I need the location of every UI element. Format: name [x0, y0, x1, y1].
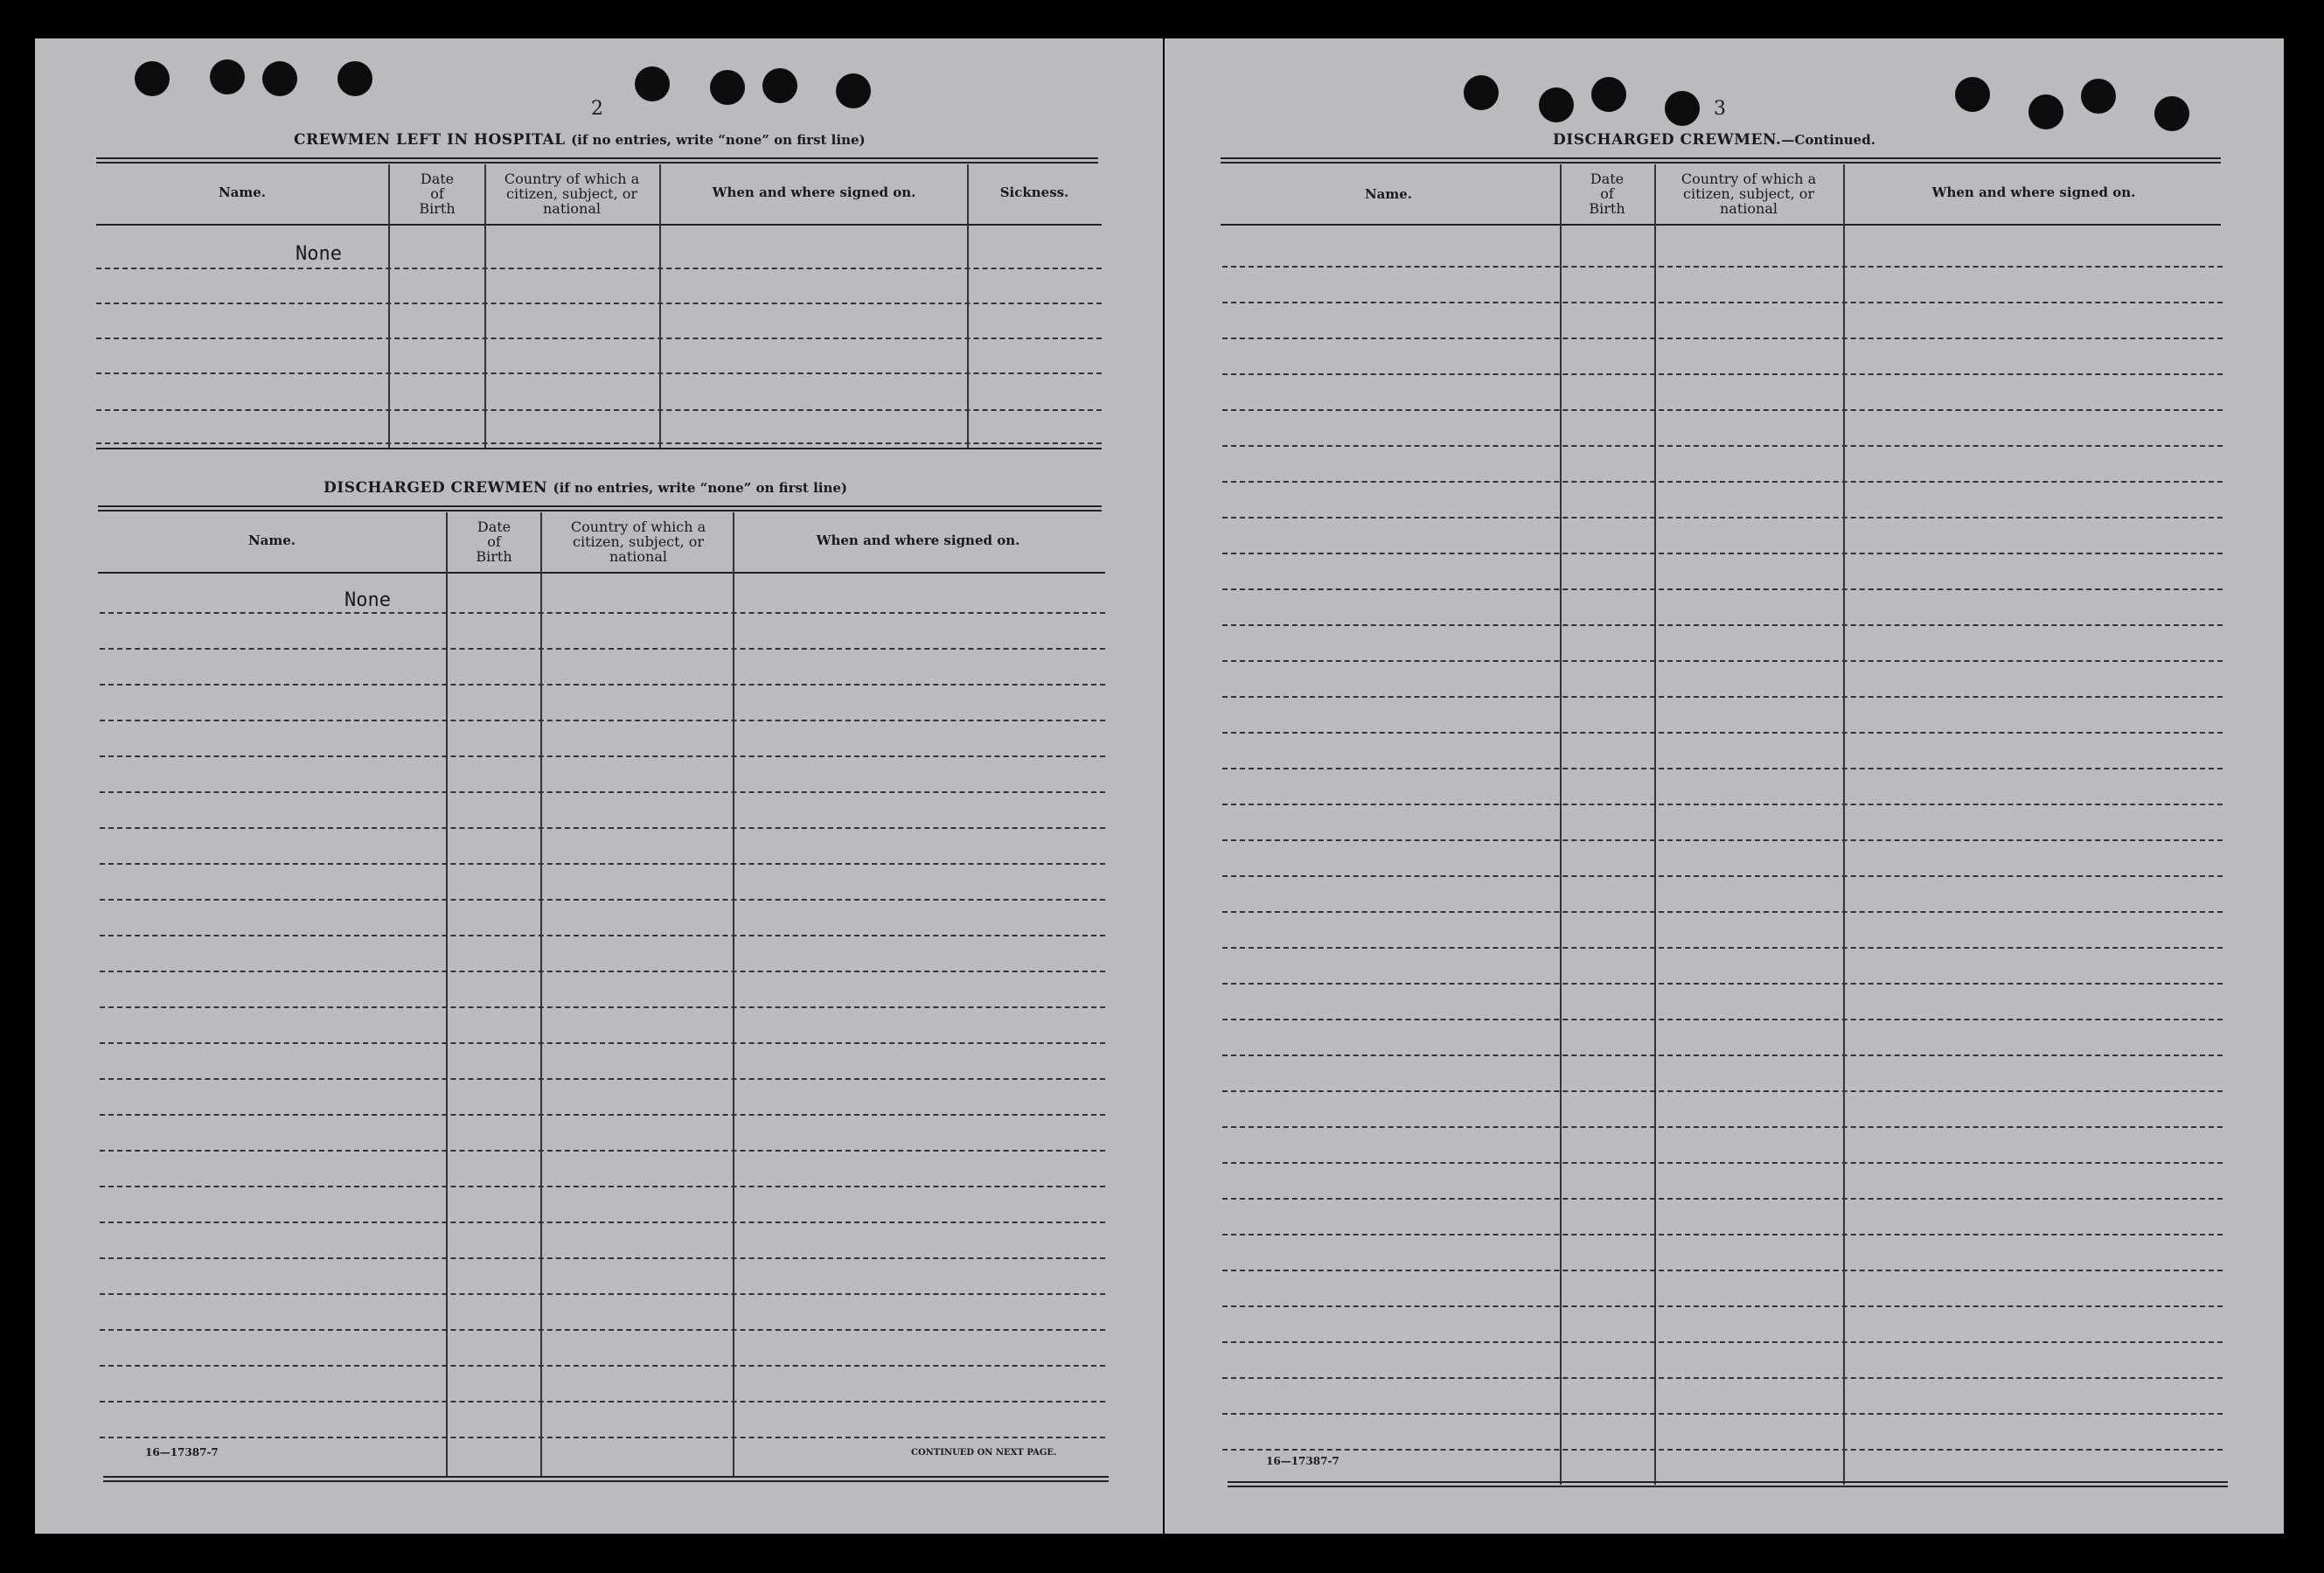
- right-header-rule: [1221, 224, 2221, 226]
- row-line: [1222, 1449, 2223, 1451]
- row-line: [100, 1257, 1105, 1259]
- row-line: [100, 1042, 1105, 1044]
- row-line: [100, 1329, 1105, 1331]
- right-page: [1165, 38, 2284, 1534]
- hospital-col-dob: Date of Birth: [419, 171, 456, 217]
- row-line: [1222, 409, 2223, 411]
- punch-hole: [2081, 79, 2116, 114]
- row-line: [1222, 1234, 2223, 1235]
- row-line: [1222, 1090, 2223, 1092]
- punch-hole: [337, 61, 372, 96]
- punch-hole: [210, 59, 245, 94]
- row-line: [1222, 1413, 2223, 1415]
- row-line: [100, 971, 1105, 972]
- discharged-col-name: Name.: [247, 532, 296, 548]
- hospital-top-rule: [96, 157, 1098, 164]
- discharged-col-divider: [446, 512, 448, 1476]
- row-line: [1222, 911, 2223, 913]
- form-number: 16—17387-7: [1266, 1455, 1339, 1467]
- row-line: [100, 1186, 1105, 1187]
- right-col-signed: When and where signed on.: [1931, 184, 2136, 200]
- row-line: [100, 684, 1105, 686]
- form-number: 16—17387-7: [145, 1446, 219, 1458]
- discharged-header-rule: [98, 572, 1105, 574]
- row-line: [100, 1293, 1105, 1295]
- row-line: [1222, 266, 2223, 268]
- punch-hole: [1665, 91, 1700, 126]
- row-line: [1222, 1270, 2223, 1271]
- punch-hole: [710, 70, 745, 105]
- row-line: [1222, 1198, 2223, 1200]
- row-line: [1222, 1126, 2223, 1128]
- row-line: [1222, 338, 2223, 339]
- row-line: [1222, 947, 2223, 949]
- row-line: [100, 791, 1105, 793]
- row-line: [1222, 481, 2223, 483]
- row-line: [100, 827, 1105, 829]
- row-line: [100, 935, 1105, 936]
- discharged-instruction: (if no entries, write “none” on first line): [553, 480, 848, 496]
- discharged-continued-title-text: DISCHARGED CREWMEN.: [1553, 131, 1782, 149]
- continued-suffix: —Continued.: [1781, 132, 1875, 148]
- row-line: [100, 863, 1105, 865]
- hospital-header-rule: [96, 224, 1102, 226]
- hospital-col-country: Country of which a citizen, subject, or national: [504, 171, 640, 217]
- left-page: [35, 38, 1163, 1534]
- continued-note: CONTINUED ON NEXT PAGE.: [911, 1448, 1057, 1458]
- discharged-first-entry: None: [344, 589, 391, 611]
- row-line: [1222, 875, 2223, 877]
- punch-hole: [2028, 94, 2063, 129]
- page-number: 3: [1714, 98, 1726, 120]
- hospital-row-line: [96, 372, 1102, 374]
- hospital-col-divider: [659, 164, 661, 448]
- hospital-section-title: [294, 131, 866, 149]
- punch-hole: [1591, 77, 1626, 112]
- punch-hole: [762, 68, 797, 103]
- punch-hole: [1955, 77, 1990, 112]
- row-line: [1222, 445, 2223, 447]
- punch-hole: [635, 66, 670, 101]
- hospital-col-signed: When and where signed on.: [712, 184, 916, 200]
- row-line: [100, 720, 1105, 721]
- row-line: [100, 1006, 1105, 1008]
- discharged-top-rule: [98, 505, 1102, 512]
- right-col-divider: [1560, 164, 1562, 1485]
- hospital-col-name: Name.: [218, 184, 267, 200]
- row-line: [100, 612, 1105, 614]
- hospital-col-divider: [388, 164, 390, 448]
- discharged-title-text: DISCHARGED CREWMEN: [324, 479, 548, 497]
- row-line: [100, 1437, 1105, 1438]
- row-line: [1222, 1305, 2223, 1307]
- discharged-col-divider: [733, 512, 734, 1476]
- hospital-first-entry: None: [296, 243, 342, 265]
- hospital-instruction: (if no entries, write “none” on first line): [571, 132, 866, 148]
- punch-hole: [836, 73, 871, 108]
- row-line: [1222, 768, 2223, 769]
- right-col-country: Country of which a citizen, subject, or national: [1680, 171, 1817, 217]
- discharged-col-country: Country of which a citizen, subject, or national: [570, 519, 706, 565]
- right-col-name: Name.: [1364, 186, 1413, 202]
- row-line: [100, 1365, 1105, 1367]
- discharged-col-divider: [540, 512, 542, 1476]
- right-col-dob: Date of Birth: [1589, 171, 1625, 217]
- hospital-col-sickness: Sickness.: [999, 184, 1069, 200]
- discharged-continued-title: [1553, 131, 1875, 149]
- row-line: [100, 1401, 1105, 1402]
- punch-hole: [135, 61, 170, 96]
- page-number: 2: [591, 98, 603, 120]
- discharged-col-dob: Date of Birth: [476, 519, 512, 565]
- discharged-col-signed: When and where signed on.: [816, 532, 1020, 548]
- row-line: [100, 1114, 1105, 1116]
- row-line: [1222, 1377, 2223, 1379]
- hospital-row-line: [96, 268, 1102, 269]
- punch-hole: [2154, 96, 2189, 131]
- row-line: [1222, 732, 2223, 734]
- row-line: [1222, 1054, 2223, 1056]
- row-line: [100, 1078, 1105, 1080]
- row-line: [1222, 839, 2223, 841]
- row-line: [1222, 983, 2223, 985]
- punch-hole: [1539, 87, 1574, 122]
- hospital-row-line: [96, 338, 1102, 339]
- hospital-row-line: [96, 409, 1102, 411]
- row-line: [1222, 804, 2223, 805]
- row-line: [1222, 553, 2223, 554]
- row-line: [100, 1150, 1105, 1152]
- right-bottom-rule: [1228, 1481, 2228, 1487]
- row-line: [1222, 588, 2223, 590]
- discharged-bottom-rule: [103, 1476, 1109, 1482]
- row-line: [1222, 696, 2223, 698]
- right-top-rule: [1221, 157, 2221, 164]
- right-col-divider: [1654, 164, 1656, 1485]
- row-line: [1222, 1162, 2223, 1164]
- row-line: [1222, 660, 2223, 662]
- hospital-bottom-rule: [96, 448, 1102, 449]
- row-line: [1222, 302, 2223, 303]
- punch-hole: [1464, 75, 1499, 110]
- row-line: [100, 899, 1105, 901]
- row-line: [100, 755, 1105, 757]
- row-line: [1222, 1019, 2223, 1020]
- hospital-row-line: [96, 442, 1102, 444]
- right-col-divider: [1843, 164, 1845, 1485]
- hospital-col-divider: [967, 164, 969, 448]
- row-line: [1222, 1341, 2223, 1343]
- row-line: [1222, 373, 2223, 375]
- row-line: [100, 648, 1105, 650]
- row-line: [1222, 624, 2223, 626]
- discharged-section-title: [324, 479, 847, 497]
- hospital-title-text: CREWMEN LEFT IN HOSPITAL: [294, 131, 566, 149]
- row-line: [1222, 517, 2223, 519]
- row-line: [100, 1222, 1105, 1223]
- hospital-col-divider: [484, 164, 486, 448]
- punch-hole: [262, 61, 297, 96]
- hospital-row-line: [96, 303, 1102, 304]
